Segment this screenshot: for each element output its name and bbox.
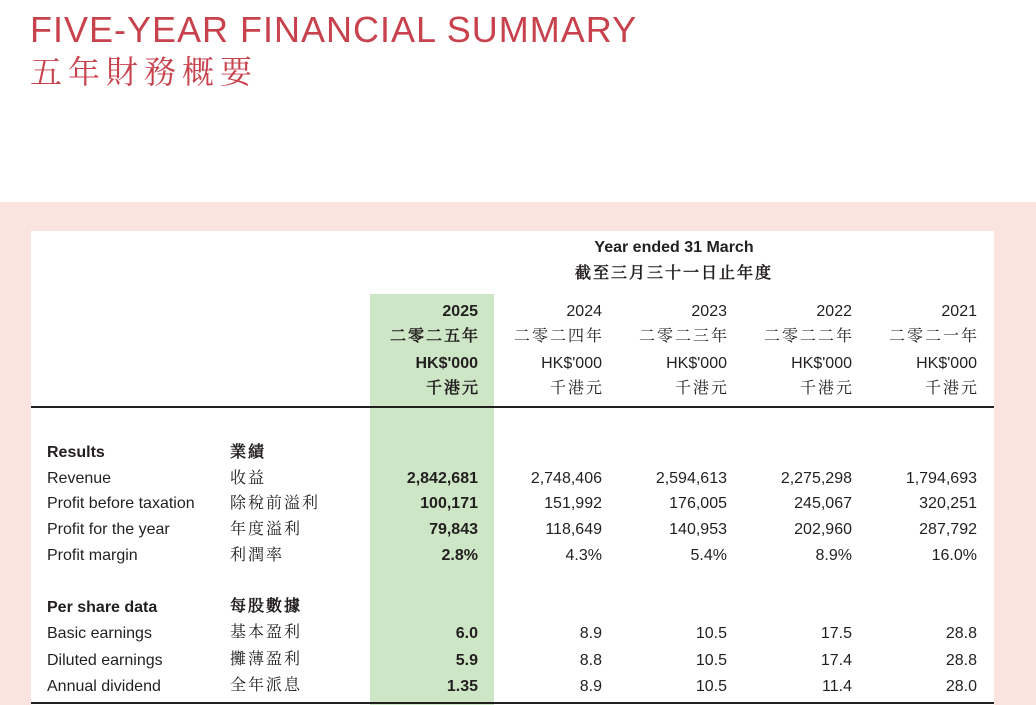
period-heading-chinese: 截至三月三十一日止年度 (574, 265, 773, 282)
year-label: 2022 (816, 303, 852, 320)
value-2021: 28.0 (945, 678, 977, 695)
value-2022: 8.9% (815, 547, 852, 564)
value-2025: 2.8% (441, 547, 478, 564)
row-label: Basic earnings (47, 625, 152, 642)
value-2025: 1.35 (446, 678, 478, 695)
value-2021: 1,794,693 (905, 470, 977, 487)
year-label-chinese: 二零二一年 (888, 328, 979, 345)
value-2024: 8.8 (579, 652, 602, 669)
year-label: 2023 (691, 303, 727, 320)
value-2022: 17.4 (820, 652, 852, 669)
year-label: 2024 (566, 303, 602, 320)
row-label-chinese: 利潤率 (230, 547, 285, 564)
value-2023: 2,594,613 (655, 470, 727, 487)
row-label: Annual dividend (47, 678, 161, 695)
section-heading-chinese: 每股數據 (230, 598, 303, 615)
value-2024: 4.3% (565, 547, 602, 564)
value-2024: 118,649 (545, 521, 602, 538)
year-label-chinese: 二零二五年 (389, 328, 480, 345)
value-2025: 2,842,681 (406, 470, 478, 487)
header-divider (31, 406, 994, 408)
row-label-chinese: 攤薄盈利 (230, 651, 303, 668)
value-2023: 10.5 (695, 678, 727, 695)
value-2023: 10.5 (695, 652, 727, 669)
unit-label-chinese: 千港元 (425, 380, 480, 397)
year-label-chinese: 二零二二年 (763, 328, 854, 345)
value-2022: 17.5 (820, 625, 852, 642)
value-2021: 287,792 (919, 521, 977, 538)
value-2022: 11.4 (822, 678, 852, 695)
value-2023: 176,005 (669, 495, 727, 512)
value-2025: 5.9 (455, 652, 478, 669)
row-label: Profit for the year (47, 521, 170, 538)
section-heading: Results (47, 444, 105, 461)
value-2024: 2,748,406 (530, 470, 602, 487)
row-label-chinese: 年度溢利 (230, 521, 303, 538)
value-2024: 8.9 (579, 625, 602, 642)
year-label: 2021 (941, 303, 977, 320)
year-label: 2025 (442, 303, 478, 320)
unit-label-chinese: 千港元 (674, 380, 729, 397)
year-label-chinese: 二零二四年 (513, 328, 604, 345)
row-label-chinese: 全年派息 (230, 677, 303, 694)
unit-label-chinese: 千港元 (549, 380, 604, 397)
value-2025: 6.0 (455, 625, 478, 642)
unit-label: HK$'000 (541, 355, 602, 372)
page-title: FIVE-YEAR FINANCIAL SUMMARY (30, 9, 638, 50)
value-2025: 79,843 (429, 521, 478, 538)
row-label: Profit before taxation (47, 495, 195, 512)
unit-label: HK$'000 (791, 355, 852, 372)
unit-label-chinese: 千港元 (924, 380, 979, 397)
value-2024: 151,992 (544, 495, 602, 512)
row-label-chinese: 基本盈利 (230, 624, 303, 641)
row-label: Diluted earnings (47, 652, 163, 669)
value-2022: 2,275,298 (780, 470, 852, 487)
row-label-chinese: 除稅前溢利 (230, 495, 321, 512)
value-2021: 28.8 (945, 625, 977, 642)
year-label-chinese: 二零二三年 (638, 328, 729, 345)
unit-label: HK$'000 (916, 355, 977, 372)
row-label-chinese: 收益 (230, 470, 267, 487)
value-2021: 320,251 (919, 495, 977, 512)
unit-label-chinese: 千港元 (799, 380, 854, 397)
section-heading: Per share data (47, 599, 158, 616)
value-2022: 245,067 (794, 495, 852, 512)
value-2023: 5.4% (690, 547, 727, 564)
page-title-chinese: 五年財務概要 (30, 54, 259, 90)
value-2025: 100,171 (420, 495, 478, 512)
value-2023: 140,953 (669, 521, 727, 538)
value-2021: 28.8 (945, 652, 977, 669)
value-2023: 10.5 (695, 625, 727, 642)
unit-label: HK$'000 (666, 355, 727, 372)
row-label: Profit margin (47, 547, 138, 564)
table-bottom-rule (31, 702, 994, 704)
value-2021: 16.0% (931, 547, 977, 564)
value-2022: 202,960 (794, 521, 852, 538)
unit-label: HK$'000 (415, 355, 478, 372)
period-heading: Year ended 31 March (594, 239, 754, 256)
section-heading-chinese: 業績 (230, 444, 267, 461)
value-2024: 8.9 (579, 678, 602, 695)
row-label: Revenue (47, 470, 112, 487)
